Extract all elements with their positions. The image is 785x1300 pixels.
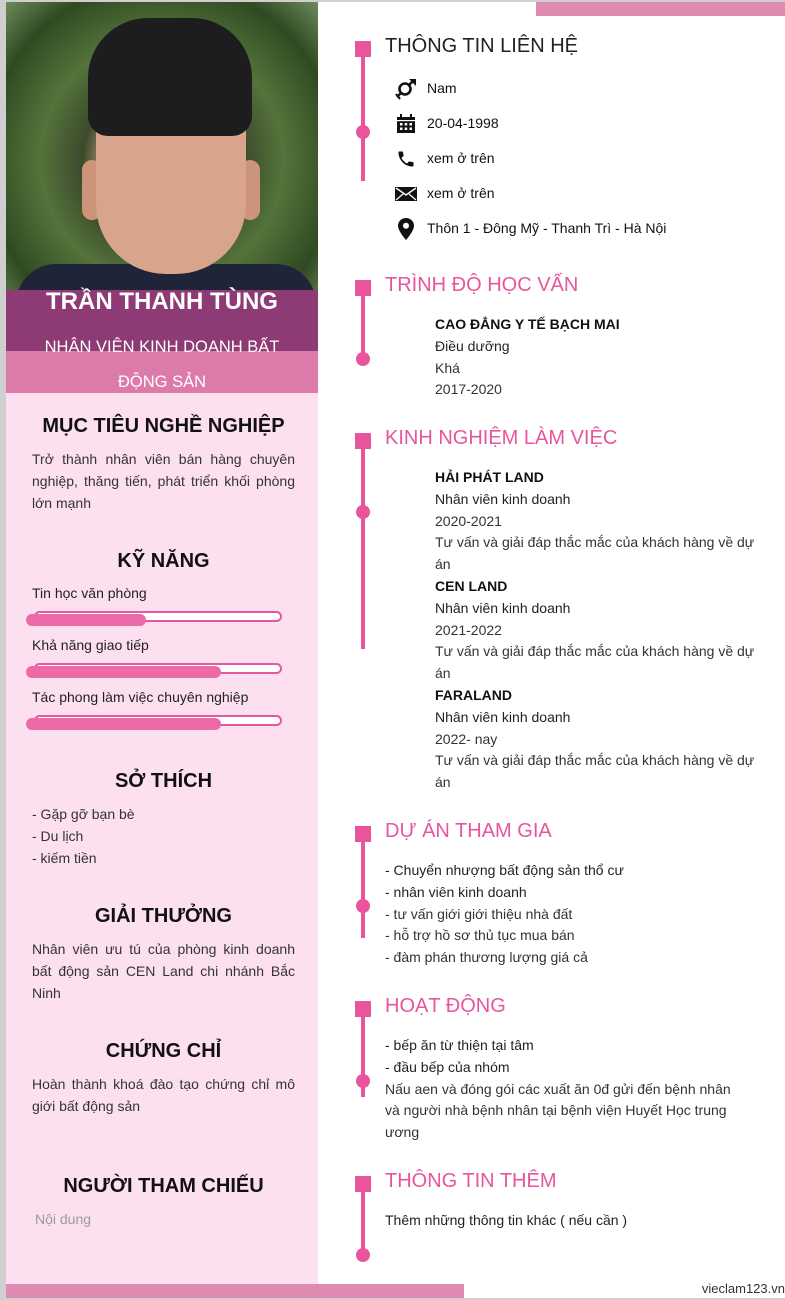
- project-item: - Chuyển nhượng bất động sản thổ cư: [385, 862, 624, 878]
- company-name: CEN LAND: [435, 577, 508, 594]
- awards-section: [32, 905, 295, 1004]
- hobby-item: - Gặp gỡ bạn bè: [32, 806, 135, 822]
- section-marker: [355, 280, 371, 296]
- skill-progress-bar: [32, 711, 295, 729]
- bottom-accent-bar: [6, 1284, 464, 1298]
- timeline-line: [361, 842, 365, 938]
- job-position: Nhân viên kinh doanh: [435, 708, 571, 725]
- timeline-dot: [356, 899, 370, 913]
- awards-heading: GIẢI THƯỞNG: [95, 905, 232, 927]
- references-section: [32, 1175, 295, 1230]
- skill-label: Tin học văn phòng: [32, 585, 147, 601]
- profile-photo: [6, 2, 318, 290]
- activity-description: Nấu aen và đóng gói các xuất ăn 0đ gửi đến bệnh nhân và người nhà bệnh nhân tại bệnh viện Huyết Học trung ương: [385, 1080, 731, 1141]
- skill-fill: [26, 666, 221, 678]
- hobbies-section: [32, 770, 295, 869]
- project-item: - tư vấn giới giới thiệu nhà đất: [385, 905, 573, 922]
- job-position: Nhân viên kinh doanh: [435, 490, 571, 507]
- project-item: - đàm phán thương lượng giá cả: [385, 949, 588, 966]
- contact-email: [390, 176, 750, 211]
- timeline-dot: [356, 125, 370, 139]
- job-period: 2020-2021: [435, 512, 502, 529]
- hobby-item: - Du lịch: [32, 828, 84, 844]
- timeline-dot: [356, 1074, 370, 1088]
- job-period: 2021-2022: [435, 621, 502, 638]
- additional-text: Thêm những thông tin khác ( nếu cần ): [385, 1212, 628, 1228]
- school-name: CAO ĐẲNG Y TẾ BẠCH MAI: [435, 316, 620, 332]
- project-item: - nhân viên kinh doanh: [385, 883, 527, 900]
- timeline-dot: [356, 1248, 370, 1262]
- career-goal-section: [32, 415, 295, 514]
- email-value: xem ở trên: [427, 184, 495, 201]
- phone-icon: [395, 148, 417, 170]
- activities-list: [385, 1035, 743, 1144]
- calendar-icon: [395, 113, 417, 135]
- contact-phone: [390, 141, 750, 176]
- gender-icon: [395, 78, 417, 100]
- hobbies-list: [32, 803, 295, 869]
- phone-value: xem ở trên: [427, 149, 495, 166]
- candidate-job-title: NHÂN VIÊN KINH DOANH BẤT ĐỘNG SẢN: [44, 338, 280, 391]
- section-marker: [355, 826, 371, 842]
- contact-list: [390, 71, 750, 246]
- job-description: Tư vấn và giải đáp thắc mắc của khách hàng về dự án: [435, 643, 755, 682]
- education-period: 2017-2020: [435, 381, 502, 398]
- hobby-item: - kiếm tiền: [32, 850, 97, 866]
- contact-address: [390, 211, 750, 246]
- education-heading: TRÌNH ĐỘ HỌC VẤN: [385, 274, 579, 296]
- career-goal-text: Trở thành nhân viên bán hàng chuyên nghiệp, thăng tiến, phát triển khối phòng lớn mạnh: [32, 451, 295, 511]
- activity-item: - bếp ăn từ thiện tại tâm: [385, 1037, 534, 1053]
- timeline-line: [361, 57, 365, 181]
- section-marker: [355, 433, 371, 449]
- references-heading: NGƯỜI THAM CHIẾU: [63, 1175, 264, 1197]
- watermark: vieclam123.vn: [701, 1281, 785, 1296]
- skill-label: Tác phong làm việc chuyên nghiệp: [32, 689, 249, 705]
- skill-label: Khả năng giao tiếp: [32, 637, 149, 653]
- hobbies-heading: SỞ THÍCH: [114, 770, 213, 792]
- project-item: - hỗ trợ hồ sơ thủ tục mua bán: [385, 927, 575, 944]
- skill-progress-bar: [32, 607, 295, 625]
- job-entry: [435, 467, 755, 576]
- timeline-line: [361, 1192, 365, 1254]
- experience-heading: KINH NGHIỆM LÀM VIỆC: [385, 427, 618, 449]
- job-description: Tư vấn và giải đáp thắc mắc của khách hàng về dự án: [435, 752, 755, 791]
- timeline-line: [361, 296, 365, 360]
- additional-heading: THÔNG TIN THÊM: [385, 1170, 557, 1192]
- timeline-line: [361, 449, 365, 649]
- gender-value: Nam: [427, 79, 457, 96]
- activity-item: - đầu bếp của nhóm: [385, 1058, 510, 1075]
- timeline-dot: [356, 505, 370, 519]
- certificates-text: Hoàn thành khoá đào tạo chứng chỉ mô giới bất động sản: [32, 1076, 295, 1114]
- skill-fill: [26, 614, 146, 626]
- education-entry: [435, 314, 755, 401]
- job-period: 2022- nay: [435, 730, 498, 747]
- contact-heading: THÔNG TIN LIÊN HỆ: [385, 35, 578, 57]
- company-name: HẢI PHÁT LAND: [435, 469, 544, 485]
- sidebar: [6, 2, 318, 1284]
- job-entry: [435, 685, 755, 794]
- contact-birthday: [390, 106, 750, 141]
- major: Điều dưỡng: [435, 337, 510, 354]
- section-marker: [355, 1001, 371, 1017]
- certificates-heading: CHỨNG CHỈ: [105, 1040, 222, 1062]
- candidate-name: TRẦN THANH TÙNG: [46, 288, 278, 315]
- career-goal-heading: MỤC TIÊU NGHỀ NGHIỆP: [42, 415, 285, 437]
- projects-heading: DỰ ÁN THAM GIA: [385, 820, 552, 842]
- contact-gender: [390, 71, 750, 106]
- birthday-value: 20-04-1998: [427, 114, 499, 131]
- skills-section: [32, 550, 295, 729]
- job-position: Nhân viên kinh doanh: [435, 599, 571, 616]
- cv-page: [6, 2, 785, 1298]
- skill-progress-bar: [32, 659, 295, 677]
- projects-list: [385, 860, 745, 969]
- section-marker: [355, 1176, 371, 1192]
- skill-fill: [26, 718, 221, 730]
- job-entry: [435, 576, 755, 685]
- grade: Khá: [435, 359, 460, 376]
- certificates-section: [32, 1040, 295, 1117]
- skills-list: [32, 585, 295, 729]
- main-content: [318, 2, 785, 1284]
- location-icon: [395, 218, 417, 240]
- job-description: Tư vấn và giải đáp thắc mắc của khách hàng về dự án: [435, 534, 755, 573]
- email-icon: [395, 183, 417, 205]
- company-name: FARALAND: [435, 686, 512, 703]
- awards-text: Nhân viên ưu tú của phòng kinh doanh bất động sản CEN Land chi nhánh Bắc Ninh: [32, 941, 295, 1001]
- activities-heading: HOẠT ĐỘNG: [385, 995, 506, 1017]
- references-placeholder[interactable]: Nội dung: [35, 1211, 92, 1227]
- skills-heading: KỸ NĂNG: [117, 550, 210, 572]
- experience-list: [435, 467, 755, 794]
- section-marker: [355, 41, 371, 57]
- address-value: Thôn 1 - Đông Mỹ - Thanh Trì - Hà Nội: [427, 219, 667, 236]
- timeline-dot: [356, 352, 370, 366]
